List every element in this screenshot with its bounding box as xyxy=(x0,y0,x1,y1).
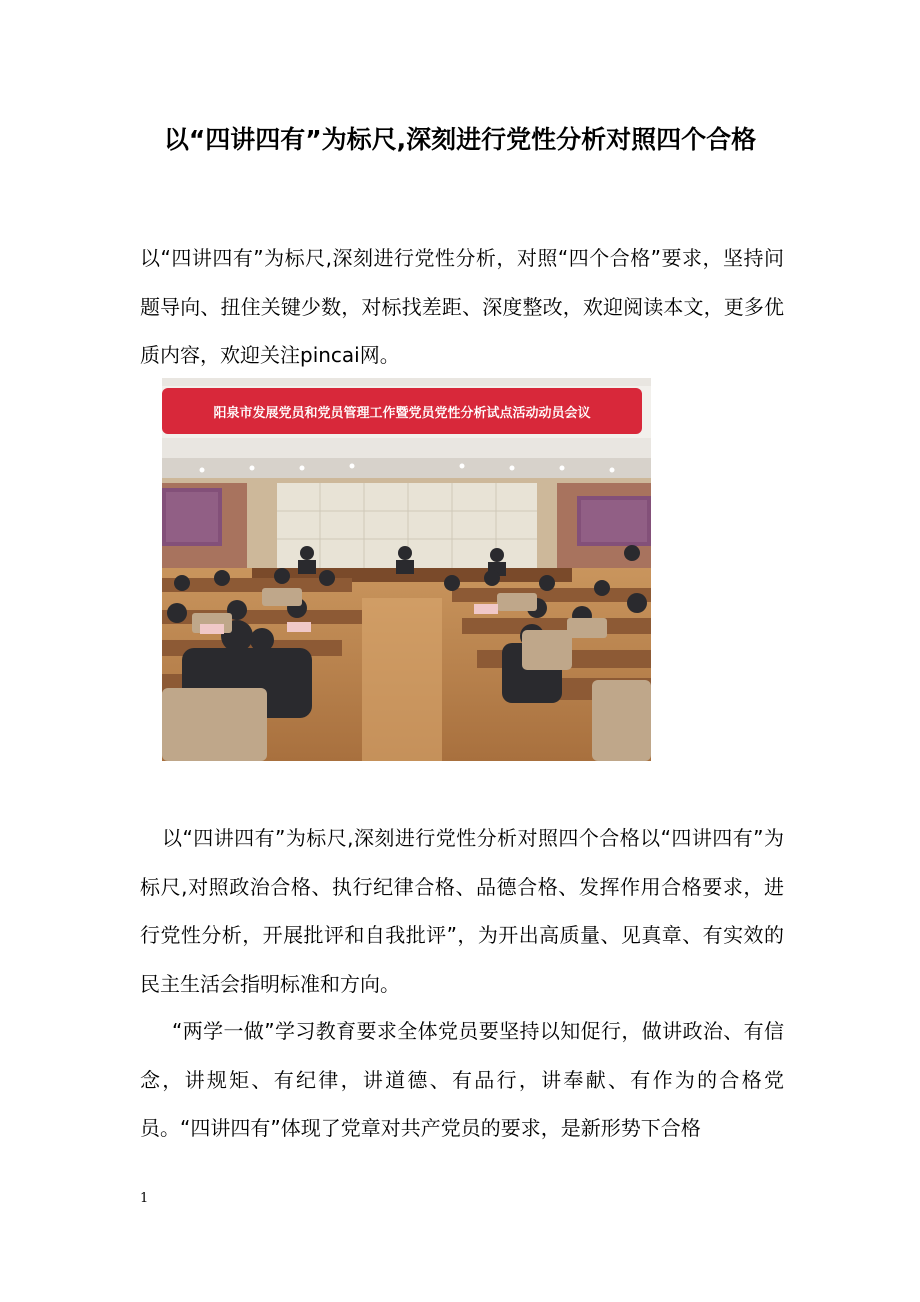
photo-banner-text: 阳泉市发展党员和党员管理工作暨党员党性分析试点活动动员会议 xyxy=(213,406,591,421)
document-title: 以“四讲四有”为标尺,深刻进行党性分析对照四个合格 xyxy=(163,125,757,154)
body-paragraph-1: 以“四讲四有”为标尺,深刻进行党性分析对照四个合格以“四讲四有”为标尺,对照政治合格、执行纪律合格、品德合格、发挥作用合格要求，进行党性分析，开展批评和自我批评”，为开出高质量、见真章、有实效的民主生活会指明标准和方向。 xyxy=(140,826,784,996)
body-paragraph-2: “两学一做”学习教育要求全体党员要坚持以知促行，做讲政治、有信念，讲规矩、有纪律，讲道德、有品行，讲奉献、有作为的合格党员。“四讲四有”体现了党章对共产党员的要求，是新形势下合格 xyxy=(140,1019,784,1140)
meeting-photo xyxy=(162,378,651,761)
page-number: 1 xyxy=(140,1191,149,1206)
intro-paragraph: 以“四讲四有”为标尺,深刻进行党性分析，对照“四个合格”要求，坚持问题导向、扭住关键少数，对标找差距、深度整改，欢迎阅读本文，更多优质内容，欢迎关注pincai网。 xyxy=(140,246,784,367)
